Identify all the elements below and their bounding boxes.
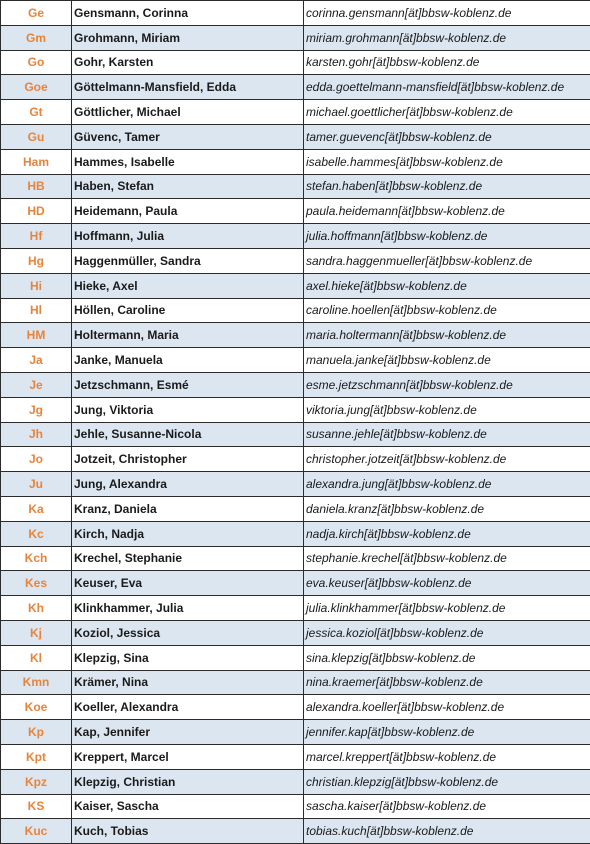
staff-code: Hi — [1, 273, 72, 298]
staff-name: Jung, Viktoria — [72, 397, 304, 422]
staff-email: miriam.grohmann[ät]bbsw-koblenz.de — [304, 25, 590, 50]
staff-code: Jh — [1, 422, 72, 447]
table-row — [1, 348, 590, 373]
staff-name: Koeller, Alexandra — [72, 695, 304, 720]
staff-code: Gt — [1, 100, 72, 125]
staff-code: Kh — [1, 596, 72, 621]
staff-code: Hf — [1, 224, 72, 249]
staff-code: Kc — [1, 521, 72, 546]
staff-name: Haben, Stefan — [72, 174, 304, 199]
table-row — [1, 25, 590, 50]
staff-name: Holtermann, Maria — [72, 323, 304, 348]
staff-name: Göttlicher, Michael — [72, 100, 304, 125]
staff-code: KS — [1, 794, 72, 819]
staff-name: Jehle, Susanne-Nicola — [72, 422, 304, 447]
staff-code: Ja — [1, 348, 72, 373]
table-row — [1, 100, 590, 125]
table-row — [1, 298, 590, 323]
staff-name: Krämer, Nina — [72, 670, 304, 695]
staff-name: Güvenc, Tamer — [72, 124, 304, 149]
table-row — [1, 224, 590, 249]
staff-email: sina.klepzig[ät]bbsw-koblenz.de — [304, 645, 590, 670]
table-row — [1, 372, 590, 397]
staff-email: alexandra.jung[ät]bbsw-koblenz.de — [304, 472, 590, 497]
table-row — [1, 248, 590, 273]
staff-code: Ju — [1, 472, 72, 497]
staff-email: paula.heidemann[ät]bbsw-koblenz.de — [304, 199, 590, 224]
table-row — [1, 447, 590, 472]
staff-name: Heidemann, Paula — [72, 199, 304, 224]
staff-code: Go — [1, 50, 72, 75]
staff-name: Kranz, Daniela — [72, 496, 304, 521]
table-row — [1, 1, 590, 26]
staff-email: tamer.guevenc[ät]bbsw-koblenz.de — [304, 124, 590, 149]
staff-code: Kuc — [1, 819, 72, 844]
staff-name: Hieke, Axel — [72, 273, 304, 298]
table-row — [1, 670, 590, 695]
table-row — [1, 496, 590, 521]
staff-code: Ge — [1, 1, 72, 26]
staff-name: Jotzeit, Christopher — [72, 447, 304, 472]
staff-code: Hg — [1, 248, 72, 273]
staff-email: karsten.gohr[ät]bbsw-koblenz.de — [304, 50, 590, 75]
staff-name: Keuser, Eva — [72, 571, 304, 596]
staff-email: sandra.haggenmueller[ät]bbsw-koblenz.de — [304, 248, 590, 273]
staff-email: michael.goettlicher[ät]bbsw-koblenz.de — [304, 100, 590, 125]
table-row — [1, 124, 590, 149]
table-row — [1, 149, 590, 174]
staff-name: Janke, Manuela — [72, 348, 304, 373]
staff-name: Hoffmann, Julia — [72, 224, 304, 249]
table-row — [1, 571, 590, 596]
staff-email: corinna.gensmann[ät]bbsw-koblenz.de — [304, 1, 590, 26]
staff-email: axel.hieke[ät]bbsw-koblenz.de — [304, 273, 590, 298]
staff-name: Göttelmann-Mansfield, Edda — [72, 75, 304, 100]
table-row — [1, 596, 590, 621]
staff-email: alexandra.koeller[ät]bbsw-koblenz.de — [304, 695, 590, 720]
staff-code: Kj — [1, 620, 72, 645]
staff-email: manuela.janke[ät]bbsw-koblenz.de — [304, 348, 590, 373]
staff-name: Hammes, Isabelle — [72, 149, 304, 174]
staff-name: Kreppert, Marcel — [72, 744, 304, 769]
staff-code: Ham — [1, 149, 72, 174]
staff-email: isabelle.hammes[ät]bbsw-koblenz.de — [304, 149, 590, 174]
table-row — [1, 645, 590, 670]
staff-email: jennifer.kap[ät]bbsw-koblenz.de — [304, 720, 590, 745]
staff-code: Gm — [1, 25, 72, 50]
table-row — [1, 546, 590, 571]
staff-code: Kl — [1, 645, 72, 670]
staff-email: esme.jetzschmann[ät]bbsw-koblenz.de — [304, 372, 590, 397]
table-row — [1, 273, 590, 298]
staff-email: edda.goettelmann-mansfield[ät]bbsw-koblenz.de — [304, 75, 590, 100]
staff-name: Gensmann, Corinna — [72, 1, 304, 26]
staff-code: HD — [1, 199, 72, 224]
staff-email: jessica.koziol[ät]bbsw-koblenz.de — [304, 620, 590, 645]
staff-code: Je — [1, 372, 72, 397]
staff-email: sascha.kaiser[ät]bbsw-koblenz.de — [304, 794, 590, 819]
staff-email: eva.keuser[ät]bbsw-koblenz.de — [304, 571, 590, 596]
staff-name: Kap, Jennifer — [72, 720, 304, 745]
table-row — [1, 50, 590, 75]
staff-code: HB — [1, 174, 72, 199]
table-row — [1, 695, 590, 720]
table-row — [1, 744, 590, 769]
staff-email: christopher.jotzeit[ät]bbsw-koblenz.de — [304, 447, 590, 472]
table-row — [1, 397, 590, 422]
staff-name: Krechel, Stephanie — [72, 546, 304, 571]
staff-code: Goe — [1, 75, 72, 100]
staff-name: Kaiser, Sascha — [72, 794, 304, 819]
table-row — [1, 521, 590, 546]
staff-code: Ka — [1, 496, 72, 521]
table-row — [1, 174, 590, 199]
staff-name: Jung, Alexandra — [72, 472, 304, 497]
staff-code: Kes — [1, 571, 72, 596]
staff-email: christian.klepzig[ät]bbsw-koblenz.de — [304, 769, 590, 794]
table-row — [1, 75, 590, 100]
staff-code: HM — [1, 323, 72, 348]
staff-email: stefan.haben[ät]bbsw-koblenz.de — [304, 174, 590, 199]
staff-name: Kirch, Nadja — [72, 521, 304, 546]
staff-email: susanne.jehle[ät]bbsw-koblenz.de — [304, 422, 590, 447]
staff-code: Jg — [1, 397, 72, 422]
staff-email: nina.kraemer[ät]bbsw-koblenz.de — [304, 670, 590, 695]
staff-name: Gohr, Karsten — [72, 50, 304, 75]
table-row — [1, 720, 590, 745]
staff-email: marcel.kreppert[ät]bbsw-koblenz.de — [304, 744, 590, 769]
staff-email: julia.klinkhammer[ät]bbsw-koblenz.de — [304, 596, 590, 621]
staff-email: julia.hoffmann[ät]bbsw-koblenz.de — [304, 224, 590, 249]
staff-code: Kmn — [1, 670, 72, 695]
staff-email: stephanie.krechel[ät]bbsw-koblenz.de — [304, 546, 590, 571]
staff-name: Jetzschmann, Esmé — [72, 372, 304, 397]
staff-email: maria.holtermann[ät]bbsw-koblenz.de — [304, 323, 590, 348]
staff-code: Kch — [1, 546, 72, 571]
staff-name: Koziol, Jessica — [72, 620, 304, 645]
table-row — [1, 422, 590, 447]
staff-name: Höllen, Caroline — [72, 298, 304, 323]
staff-email: daniela.kranz[ät]bbsw-koblenz.de — [304, 496, 590, 521]
staff-code: Kp — [1, 720, 72, 745]
staff-name: Grohmann, Miriam — [72, 25, 304, 50]
staff-code: Kpt — [1, 744, 72, 769]
table-row — [1, 794, 590, 819]
staff-code: Kpz — [1, 769, 72, 794]
staff-email: caroline.hoellen[ät]bbsw-koblenz.de — [304, 298, 590, 323]
table-row — [1, 472, 590, 497]
staff-code: Gu — [1, 124, 72, 149]
staff-name: Klepzig, Christian — [72, 769, 304, 794]
staff-name: Kuch, Tobias — [72, 819, 304, 844]
table-row — [1, 620, 590, 645]
staff-name: Klepzig, Sina — [72, 645, 304, 670]
table-row — [1, 819, 590, 844]
table-row — [1, 199, 590, 224]
staff-email: tobias.kuch[ät]bbsw-koblenz.de — [304, 819, 590, 844]
staff-name: Haggenmüller, Sandra — [72, 248, 304, 273]
staff-code: Jo — [1, 447, 72, 472]
staff-table-body — [1, 1, 590, 844]
table-row — [1, 323, 590, 348]
staff-name: Klinkhammer, Julia — [72, 596, 304, 621]
table-row — [1, 769, 590, 794]
staff-email: nadja.kirch[ät]bbsw-koblenz.de — [304, 521, 590, 546]
staff-code: Koe — [1, 695, 72, 720]
staff-email: viktoria.jung[ät]bbsw-koblenz.de — [304, 397, 590, 422]
staff-code: Hl — [1, 298, 72, 323]
